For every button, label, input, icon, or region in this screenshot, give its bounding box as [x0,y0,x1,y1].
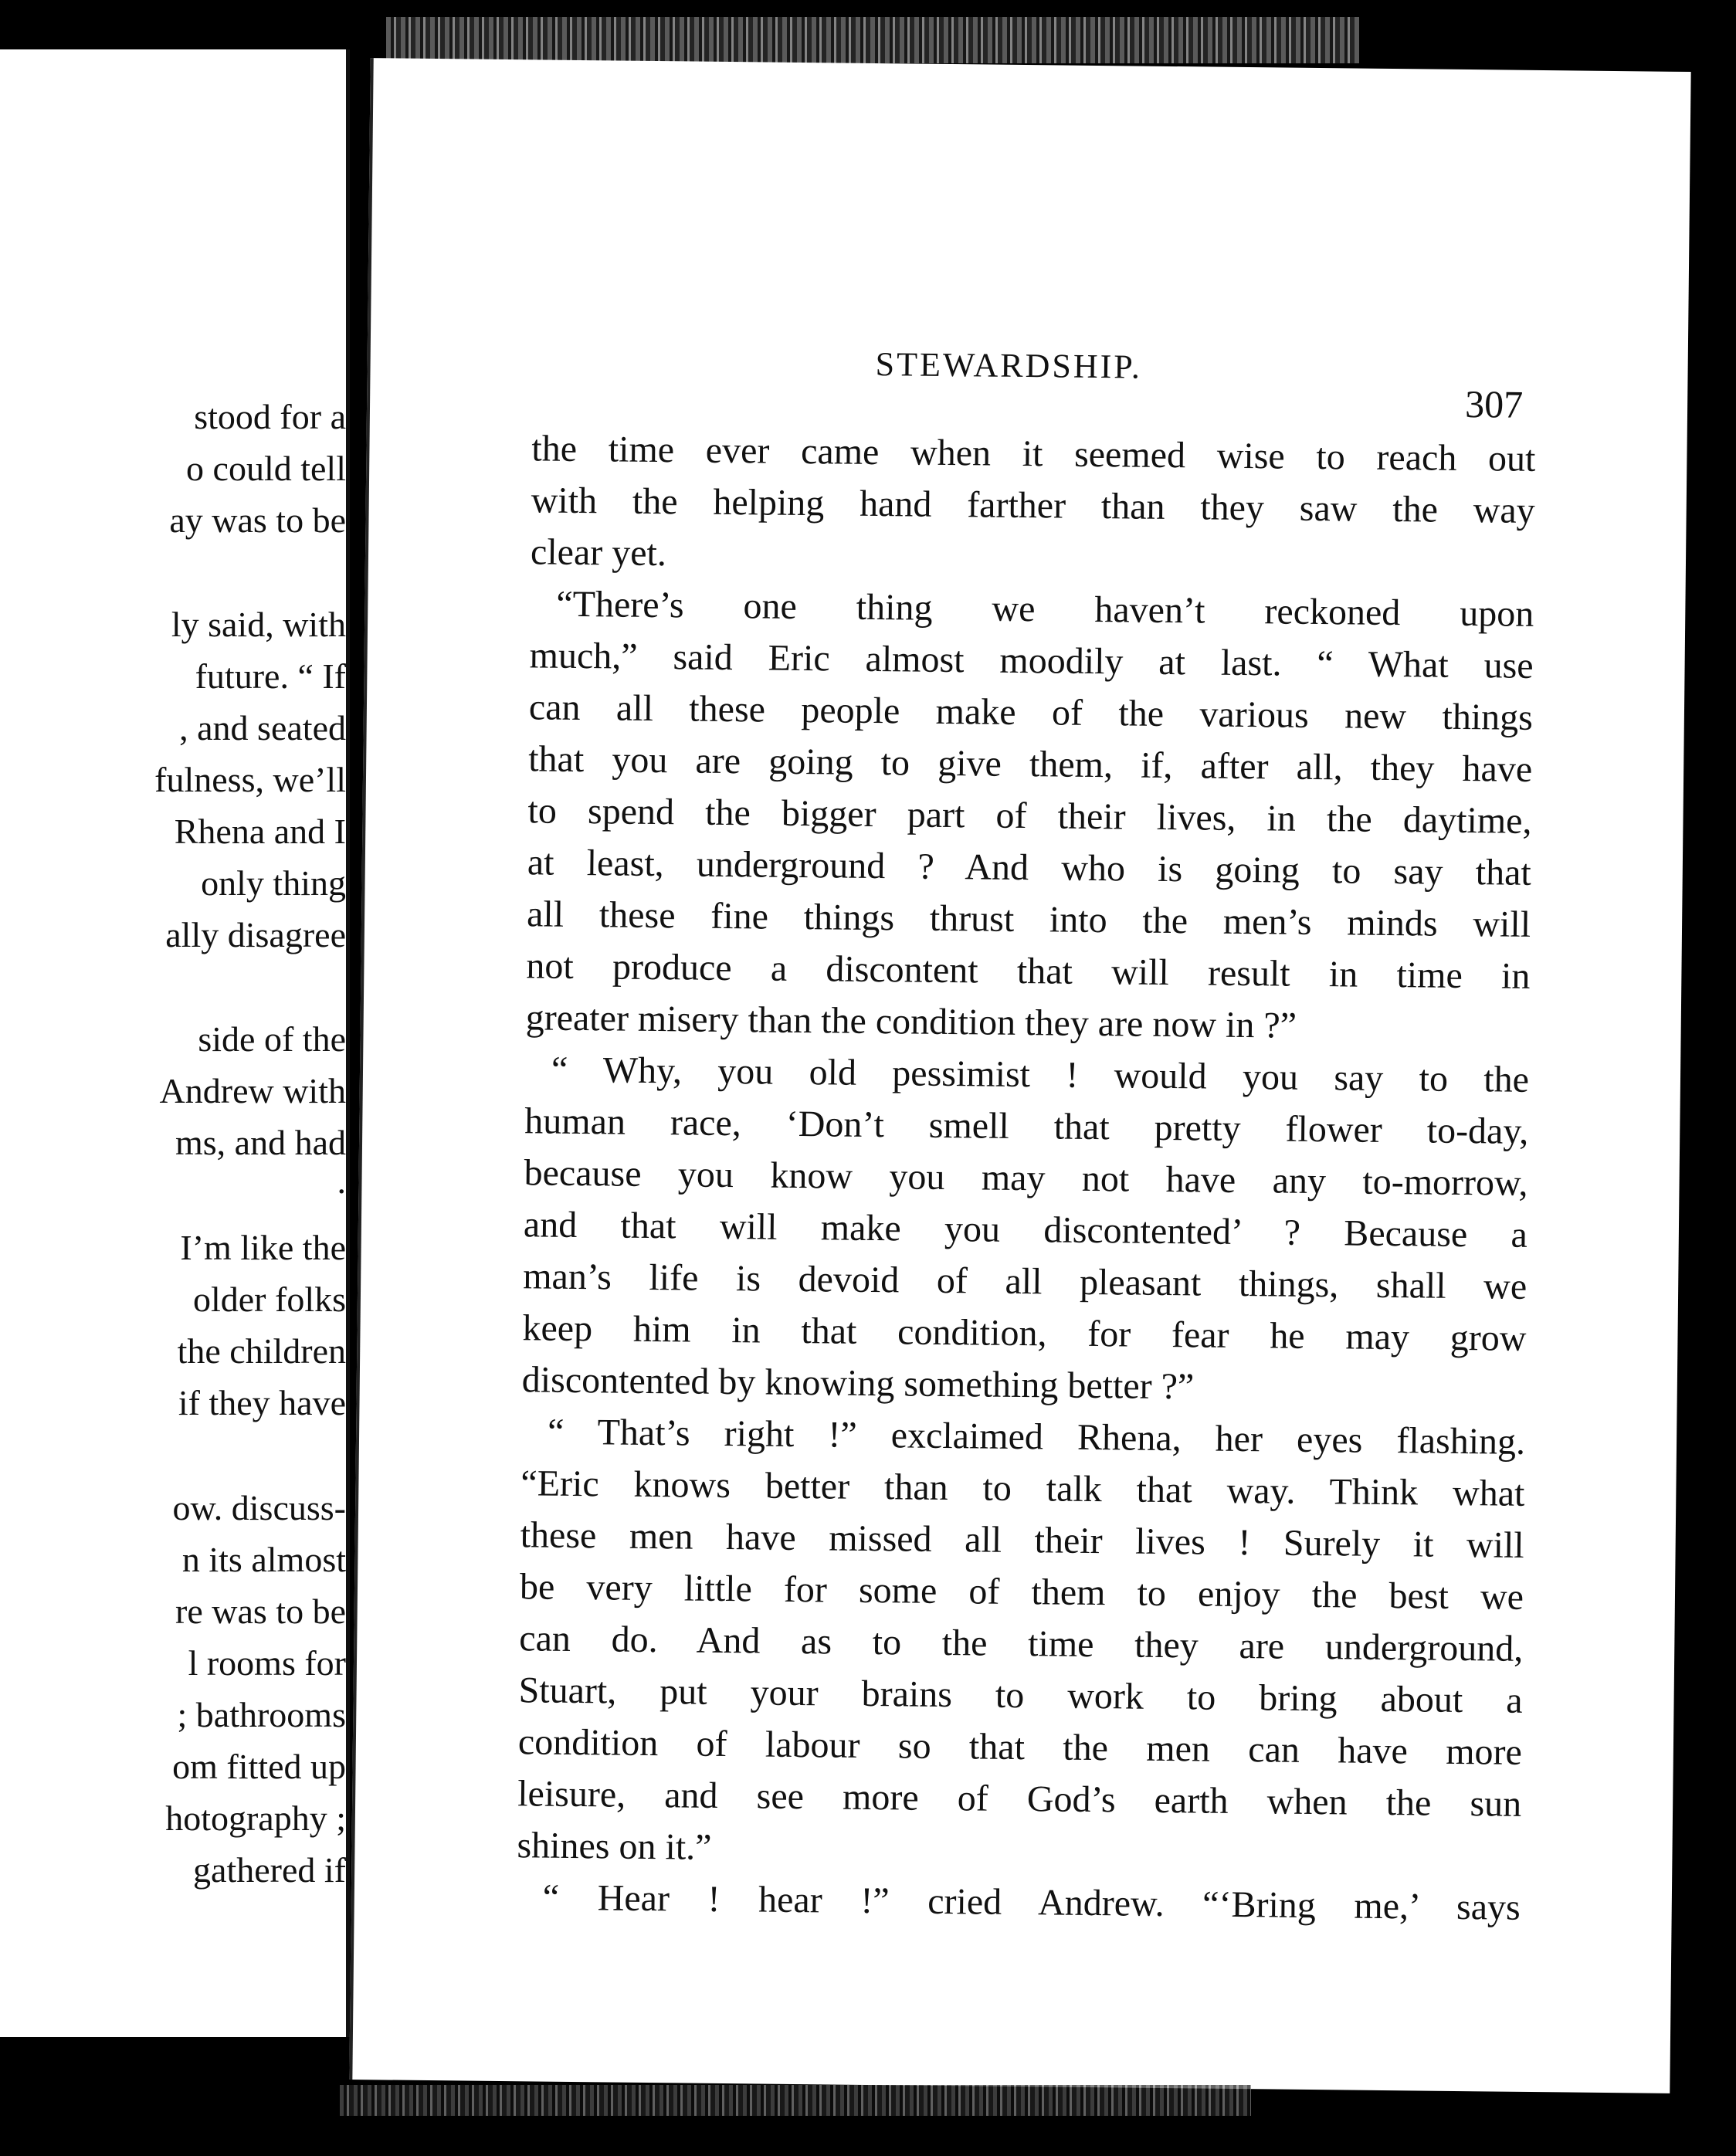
body-line: to spend the bigger part of their lives, in the daytime, [527,790,1532,842]
page-number: 307 [1464,381,1524,426]
body-line: man’s life is devoid of all pleasant things, shall we [522,1256,1527,1307]
left-line: om fitted up [172,1747,346,1786]
body-line: shines on it.” [517,1825,712,1868]
left-line: o could tell [186,449,346,488]
body-line: discontented by knowing something better ?” [521,1359,1195,1408]
left-line: hotography ; [165,1798,346,1838]
body-line: can all these people make of the various new things [528,686,1534,738]
body-line: leisure, and see more of God’s earth when the sun [517,1773,1522,1825]
body-line: because you know you may not have any to-morrow, [524,1152,1528,1204]
left-line: Rhena and I [174,812,346,851]
body-line: human race, ‘Don’t smell that pretty flower to-day, [524,1100,1529,1152]
body-line: keep him in that condition, for fear he may grow [522,1307,1527,1359]
body-line: “ Why, you old pessimist ! would you say to the [551,1049,1530,1100]
body-line: these men have missed all their lives ! Surely it will [520,1514,1524,1566]
left-line: the children [177,1331,346,1371]
left-line: side of the [198,1019,346,1059]
left-line: ow. discuss- [172,1488,346,1527]
left-line: if they have [178,1383,346,1422]
body-line: be very little for some of them to enjoy the best we [519,1566,1524,1618]
body-line: “There’s one thing we haven’t reckoned upon [556,583,1534,635]
left-line: I’m like the [180,1228,346,1267]
left-line: future. “ If [195,656,346,696]
body-line: not produce a discontent that will result in time in [526,945,1531,997]
left-line: gathered if [193,1850,346,1890]
left-line: l rooms for [188,1643,346,1683]
left-line: ly said, with [171,605,346,644]
body-line: greater misery than the condition they are now in ?” [525,997,1297,1046]
body-line: that you are going to give them, if, after all, they have [527,738,1533,790]
left-line: n its almost [181,1540,346,1579]
body-line: “ Hear ! hear !” cried Andrew. “‘Bring me,’ says [542,1876,1521,1928]
body-line: “ That’s right !” exclaimed Rhena, her eyes flashing. [547,1411,1526,1463]
body-line: can do. And as to the time they are underground, [519,1618,1524,1670]
body-line: Stuart, put your brains to work to bring about a [518,1670,1523,1721]
left-page [0,49,350,2037]
body-line: all these fine things thrust into the men’s minds will [526,893,1531,945]
body-line: at least, underground ? And who is going to say that [527,842,1532,893]
left-line: re was to be [175,1592,346,1631]
left-line: ms, and had [175,1123,346,1162]
left-line: fulness, we’ll [154,760,346,799]
left-line: older folks [192,1280,346,1319]
running-head: STEWARDSHIP. [875,344,1143,386]
right-page [349,58,1690,2093]
left-line: . [337,1161,346,1201]
body-line: clear yet. [530,531,667,575]
body-line: “Eric knows better than to talk that way. Think what [520,1463,1525,1514]
body-line: much,” said Eric almost moodily at last. “ What use [529,635,1534,686]
left-line: only thing [201,863,346,903]
left-line: ; bathrooms [177,1695,346,1734]
page-body [516,422,1535,1934]
left-line: ay was to be [169,500,346,540]
body-line: condition of labour so that the men can have more [517,1721,1523,1773]
body-line: with the helping hand farther than they saw the way [531,480,1535,531]
scan-edge-bottom [340,2085,1251,2116]
body-line: and that will make you discontented’ ? Because a [523,1204,1528,1256]
left-line: , and seated [179,708,346,747]
left-line: Andrew with [159,1071,346,1110]
body-line: the time ever came when it seemed wise to reach out [531,428,1536,480]
scan-edge-top [386,17,1359,63]
left-line: stood for a [194,397,346,436]
left-line: ally disagree [165,915,346,954]
